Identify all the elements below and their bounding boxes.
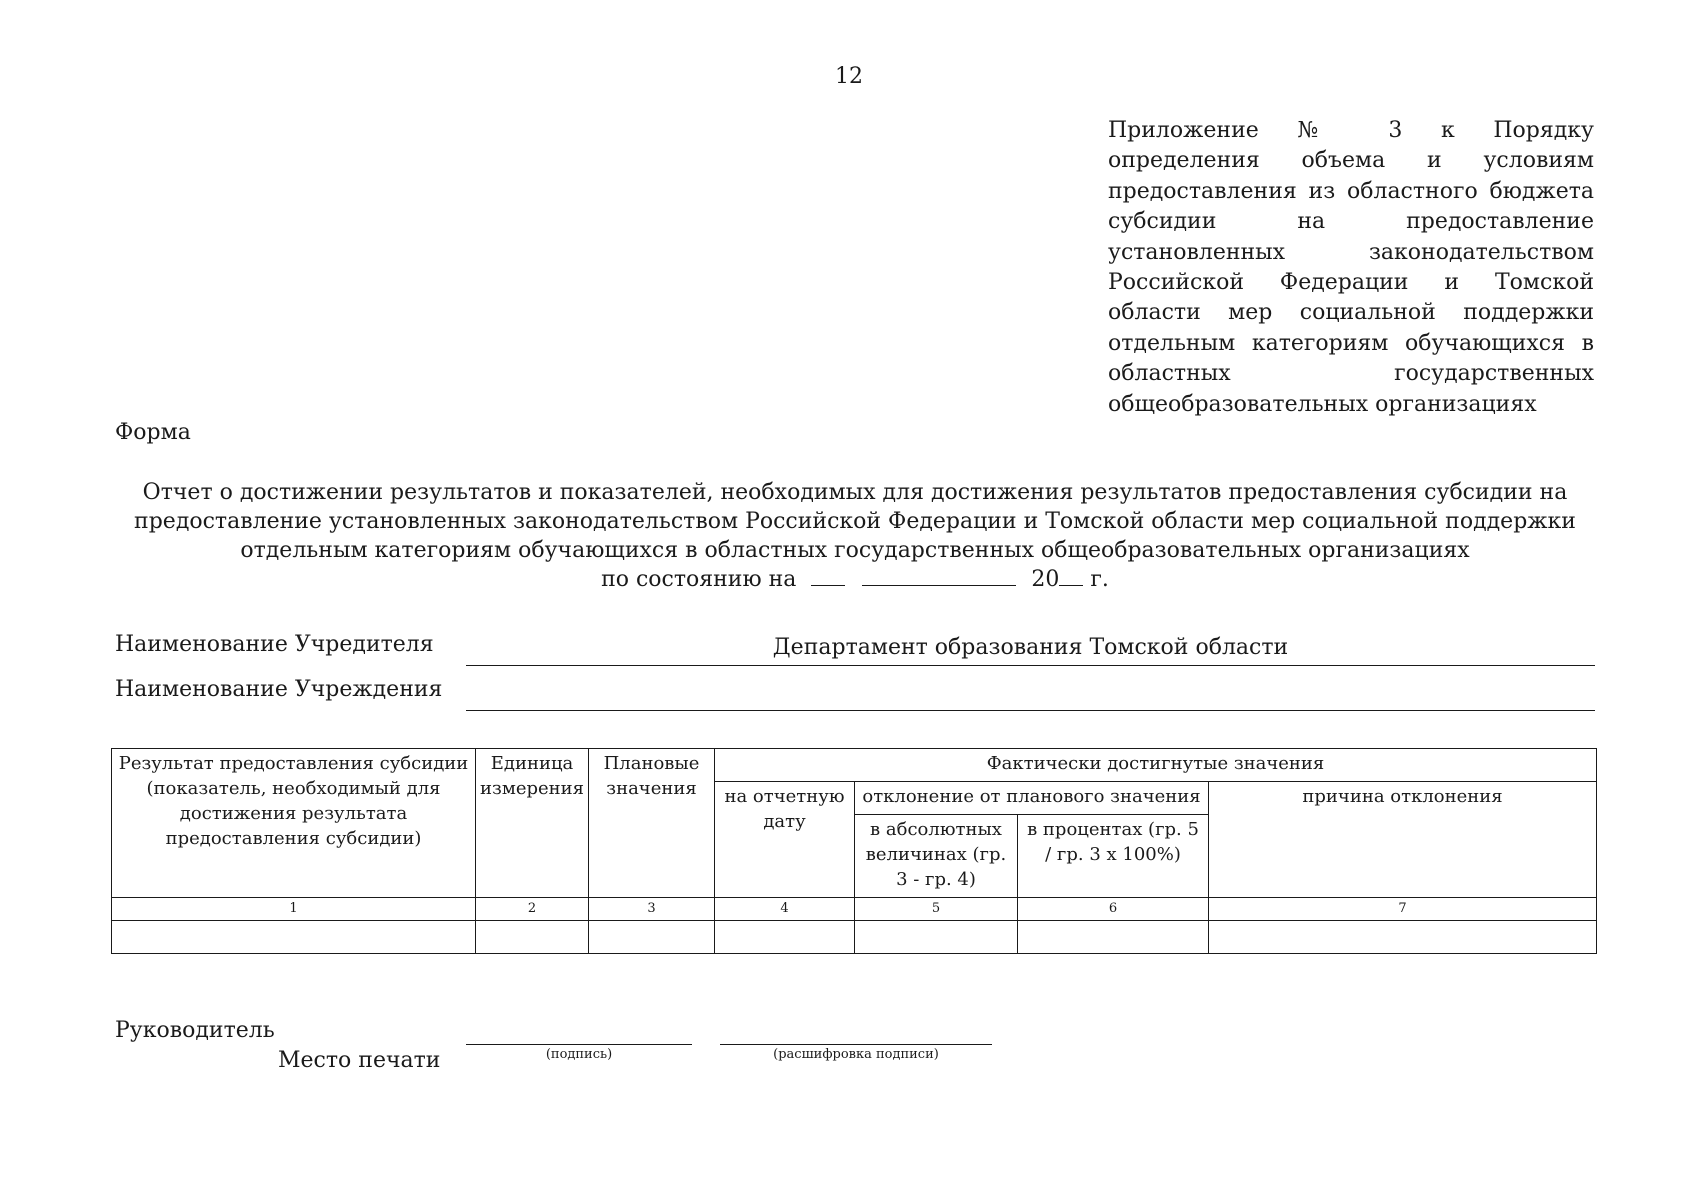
head-label: Руководитель [115, 1018, 275, 1043]
institution-label: Наименование Учреждения [115, 677, 443, 702]
year-suffix: г. [1090, 567, 1109, 592]
header-result: Результат предоставления субсидии (показатель, необходимый для достижения результата предоставления субсидии) [112, 749, 476, 898]
header-planned: Плановые значения [589, 749, 715, 898]
header-reporting-date: на отчетную дату [715, 782, 855, 898]
report-table [111, 748, 1597, 954]
founder-field[interactable]: Департамент образования Томской области [466, 632, 1595, 666]
column-number: 6 [1018, 898, 1209, 921]
column-number: 3 [589, 898, 715, 921]
table-cell[interactable] [1018, 921, 1209, 954]
institution-row [115, 677, 1595, 717]
column-number: 1 [112, 898, 476, 921]
signature-decoding-field[interactable] [720, 1044, 992, 1062]
page-number: 12 [835, 64, 863, 89]
decoding-caption: (расшифровка подписи) [773, 1047, 939, 1062]
table-cell[interactable] [855, 921, 1018, 954]
header-unit: Единица измерения [476, 749, 589, 898]
date-prefix: по состоянию на [601, 567, 797, 592]
founder-row [115, 632, 1595, 672]
column-number: 7 [1209, 898, 1597, 921]
institution-field[interactable] [466, 677, 1595, 711]
table-cell[interactable] [715, 921, 855, 954]
signature-caption: (подпись) [545, 1047, 613, 1062]
table-cell[interactable] [1209, 921, 1597, 954]
table-row [112, 921, 1597, 954]
founder-label: Наименование Учредителя [115, 632, 434, 657]
report-title-line-2: предоставление установленных законодательством Российской Федерации и Томской области мер социальной поддержки [134, 509, 1576, 534]
header-deviation-percent: в процентах (гр. 5 / гр. 3 х 100%) [1018, 815, 1209, 898]
column-number: 4 [715, 898, 855, 921]
report-date-line [115, 565, 1595, 594]
column-number: 2 [476, 898, 589, 921]
column-number: 5 [855, 898, 1018, 921]
report-title-line-1: Отчет о достижении результатов и показателей, необходимых для достижения результатов предоставления субсидии на [142, 480, 1568, 505]
appendix-note: Приложение № 3 к Порядку определения объема и условиям предоставления из областного бюджета субсидии на предоставление установленных законодательством Российской Федерации и Томской области мер социальной поддержки отдельным категориям обучающихся в областных государственных общеобразовательных организациях [1108, 118, 1594, 417]
table-cell[interactable] [112, 921, 476, 954]
month-blank[interactable] [862, 565, 1016, 586]
header-actual-group: Фактически достигнутые значения [715, 749, 1597, 782]
table-cell[interactable] [589, 921, 715, 954]
report-title-line-3: отдельным категориям обучающихся в областных государственных общеобразовательных организациях [240, 538, 1470, 563]
signature-field[interactable] [466, 1044, 692, 1062]
table-cell[interactable] [476, 921, 589, 954]
header-deviation-group: отклонение от планового значения [855, 782, 1209, 815]
form-label: Форма [115, 420, 191, 445]
report-title [115, 478, 1595, 594]
year-prefix: 20 [1031, 567, 1060, 592]
header-deviation-reason: причина отклонения [1209, 782, 1597, 898]
year-blank[interactable] [1059, 565, 1083, 586]
day-blank[interactable] [811, 565, 845, 586]
header-deviation-absolute: в абсолютных величинах (гр. 3 - гр. 4) [855, 815, 1018, 898]
column-numbers-row [112, 898, 1597, 921]
seal-label: Место печати [278, 1048, 441, 1073]
